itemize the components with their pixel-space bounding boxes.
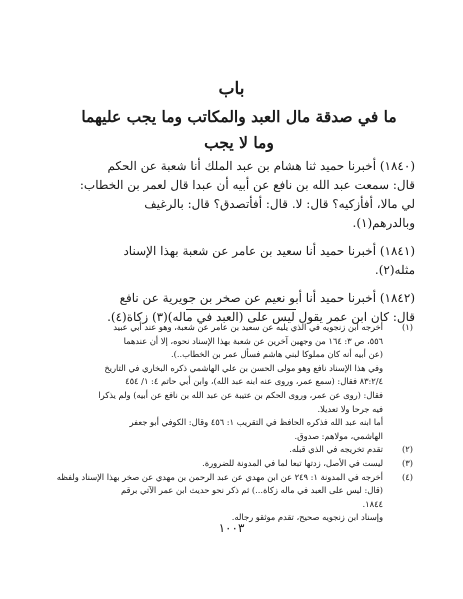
footnote-line: وفي هذا الإسناد نافع وهو مولى الحسن بن علي الهاشمي ذكره البخاري في التاريخ: [104, 362, 383, 373]
footnote-number: (٤): [402, 471, 413, 482]
footnote-line: ٥٥٦، ص ٣: ١٦٤ من وجهين آخرين عن شعبة بهذا الإسناد نحوه، إلا أن عندهما: [123, 335, 383, 346]
footnote-number: (٢): [402, 444, 413, 455]
footnote-line: وإسناد ابن زنجويه صحيح، تقدم موثقو رجاله.: [231, 512, 383, 523]
footnotes: [56, 321, 413, 525]
chapter-label: باب: [218, 79, 245, 99]
hadith-line: (١٨٤٢) أخبرنا حميد أنا أبو نعيم عن صخر بن جويرية عن نافع: [119, 291, 415, 305]
footnote-line: (قال: ليس على العبد في ماله زكاة...) ثم ذكر نحو حديث ابن عمر الآتي برقم: [120, 485, 383, 496]
footnote: [56, 457, 413, 471]
chapter-title-line: وما لا يجب: [204, 133, 274, 152]
hadith-line: (١٨٤٠) أخبرنا حميد ثنا هشام بن عبد الملك أنا شعبة عن الحكم: [107, 159, 415, 173]
footnote: [56, 471, 413, 525]
hadith-line: قال: سمعت عبد الله بن نافع عن أبيه أن عبدا قال لعمر بن الخطاب:: [79, 178, 415, 192]
footnote-line: ليست في الأصل، زدتها تبعا لما في المدونة للضرورة.: [202, 457, 383, 468]
hadith-line: مثله(٢).: [374, 263, 415, 277]
footnote-line: (عن أبيه أنه كان مملوكا لبني هاشم فسأل عمر بن الخطاب..).: [170, 349, 383, 360]
footnote-line: أخرجه ابن زنجويه في الذي يليه عن سعيد بن عامر عن شعبة، وهو عند أبي عبيد: [113, 322, 383, 332]
footnote-body: [56, 443, 383, 457]
hadith-text: [58, 157, 415, 327]
footnote: [56, 443, 413, 457]
footnote-line: تقدم تخريجه في الذي قبله.: [289, 444, 383, 455]
chapter-title: [60, 104, 418, 156]
footnote-body: [56, 457, 383, 471]
footnote-separator: [186, 309, 296, 310]
footnote-line: ٨٣:٢/٤ فقال: (سمع عمر، وروى عنه ابنه عبد الله)، وابن أبي حاتم ٤: ١/ ٤٥٤: [125, 376, 383, 387]
hadith-line: (١٨٤١) أخبرنا حميد أنا سعيد بن عامر عن شعبة بهذا الإسناد: [123, 244, 415, 258]
footnote-line: الهاشمي، مولاهم: صدوق.: [294, 430, 383, 441]
hadith-line: لي مالا، أفأزكيه؟ قال: لا. قال: أفأتصدق؟ قال: بالرغيف: [144, 197, 415, 211]
hadith-line: وبالدرهم(١).: [352, 216, 415, 230]
page-number: ١٠٠٣: [218, 521, 245, 535]
footnote-number: (١): [402, 322, 413, 332]
footnote: [56, 321, 413, 443]
hadith-line: قال: كان ابن عمر يقول ليس على (العبد في ماله)(٣) زكاة(٤).: [107, 310, 415, 324]
footnote-body: [56, 471, 383, 525]
footnote-body: [56, 321, 383, 443]
chapter-title-line: ما في صدقة مال العبد والمكاتب وما يجب عليهما: [81, 107, 397, 126]
footnote-number: (٣): [402, 457, 413, 468]
footnote-line: ١٨٤٤.: [362, 498, 383, 509]
footnote-line: فقال: (روى عن عمر، وروى الحكم بن عتيبة عن عبد الله بن نافع عن أبيه) ولم يذكرا: [98, 389, 383, 400]
footnote-line: أما ابنه عبد الله فذكره الحافظ في التقريب ١: ٤٥٦ وقال: الكوفي أبو جعفر: [129, 417, 383, 428]
footnote-line: فيه جرحا ولا تعديلا.: [317, 403, 383, 414]
footnote-line: أخرجه في المدونة ١: ٢٤٩ عن ابن مهدي عن عبد الرحمن بن مهدي عن صخر بهذا الإسناد ولفظه: [56, 471, 383, 482]
